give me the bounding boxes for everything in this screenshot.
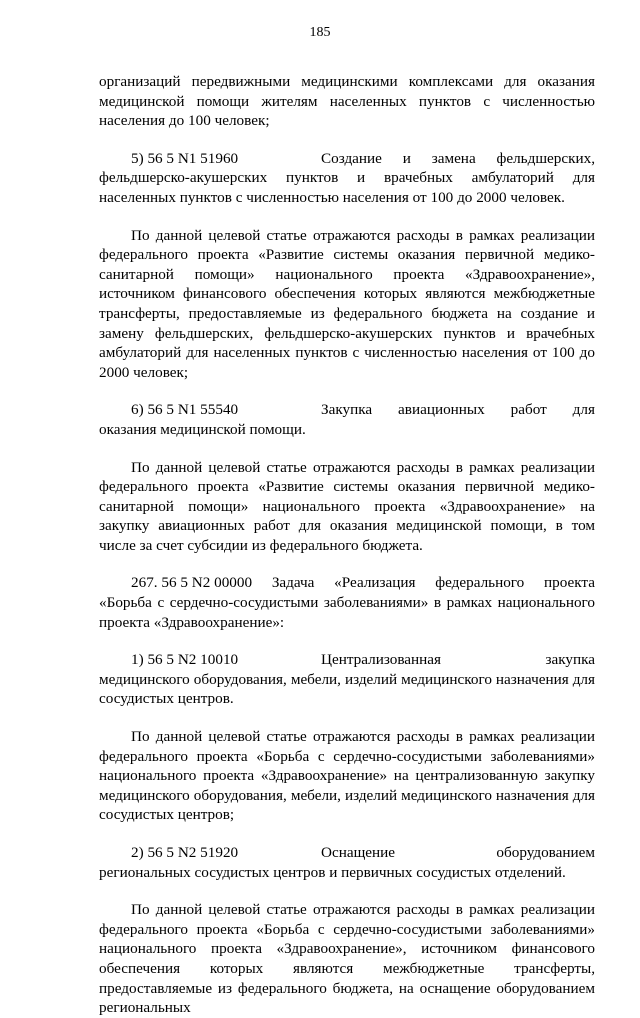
item-6	[99, 400, 595, 439]
item-5-code: 5) 56 5 N1 51960	[131, 149, 239, 167]
paragraph-continued: организаций передвижными медицинскими комплексами для оказания медицинской помощи жителям населенных пунктов с численностью населения до 100 человек;	[99, 73, 595, 130]
word: «Реализация	[334, 574, 416, 592]
word: Создание	[321, 149, 382, 167]
item-2-description: По данной целевой статье отражаются расходы в рамках реализации федерального проекта «Борьба с сердечно-сосудистыми заболеваниями» национального проекта «Здравоохранение», источником финансового обеспечения которых являются межбюджетные трансферты, предоставляемые из федерального бюджета, на оснащение оборудованием региональных	[99, 901, 595, 1017]
item-267-title-rest: «Борьба с сердечно-сосудистыми заболеваниями» в рамках национального проекта «Здравоохранение»:	[99, 594, 595, 631]
item-5-head	[99, 149, 595, 169]
item-1	[99, 650, 595, 709]
item-2-title-rest: региональных сосудистых центров и первичных сосудистых отделений.	[99, 863, 566, 881]
item-5-description: По данной целевой статье отражаются расходы в рамках реализации федерального проекта «Развитие системы оказания первичной медико-санитарной помощи» национального проекта «Здравоохранение», источником финансового обеспечения которых являются межбюджетные трансферты, предоставляемые из федерального бюджета на создание и замену фельдшерских, фельдшерско-акушерских пунктов и врачебных амбулаторий для населенных пунктов с численностью населения от 100 до 2000 человек;	[99, 226, 595, 381]
item-5	[99, 149, 595, 208]
item-6-code: 6) 56 5 N1 55540	[131, 401, 239, 419]
item-1-head	[99, 650, 595, 670]
item-1-title-start	[321, 650, 595, 670]
word: фельдшерских,	[496, 149, 595, 167]
word: авиационных	[398, 401, 485, 419]
item-1-title-rest: медицинского оборудования, мебели, изделий медицинского назначения для сосудистых центров.	[99, 670, 595, 708]
item-2-code: 2) 56 5 N2 51920	[131, 844, 239, 861]
item-6-description: По данной целевой статье отражаются расходы в рамках реализации федерального проекта «Развитие системы оказания первичной медико-санитарной помощи» национального проекта «Здравоохранение» на закупку авиационных работ для оказания медицинской помощи, в том числе за счет субсидии из федерального бюджета.	[99, 458, 595, 554]
word: для	[572, 401, 595, 419]
item-1-description: По данной целевой статье отражаются расходы в рамках реализации федерального проекта «Борьба с сердечно-сосудистыми заболеваниями» национального проекта «Здравоохранение» на централизованную закупку медицинского оборудования, мебели, изделий медицинского назначения для сосудистых центров;	[99, 728, 595, 824]
word: замена	[431, 149, 476, 167]
page-number: 185	[309, 25, 331, 40]
item-267	[99, 573, 595, 632]
item-6-title-rest: оказания медицинской помощи.	[99, 420, 306, 438]
item-267-code: 267. 56 5 N2 00000	[131, 574, 253, 592]
word: Задача	[271, 574, 315, 592]
item-267-head	[99, 573, 595, 593]
item-2-head	[99, 843, 595, 863]
word: закупка	[545, 651, 595, 669]
word: и	[402, 149, 411, 167]
word: проекта	[544, 574, 595, 592]
word: Централизованная	[321, 651, 442, 669]
item-5-title-rest: фельдшерско-акушерских пунктов и врачебных амбулаторий для населенных пунктов с численностью населения от 100 до 2000 человек.	[99, 169, 595, 206]
word: оборудованием	[496, 844, 595, 861]
page-content	[99, 72, 595, 1018]
word: Закупка	[321, 401, 373, 419]
word: работ	[510, 401, 547, 419]
word: федерального	[435, 574, 525, 592]
item-2-title-start	[321, 843, 595, 863]
item-2	[99, 843, 595, 882]
word: Оснащение	[321, 844, 396, 861]
item-6-head	[99, 400, 595, 420]
item-1-code: 1) 56 5 N2 10010	[131, 651, 239, 669]
item-6-title-start	[321, 400, 595, 420]
item-5-title-start	[321, 149, 595, 169]
